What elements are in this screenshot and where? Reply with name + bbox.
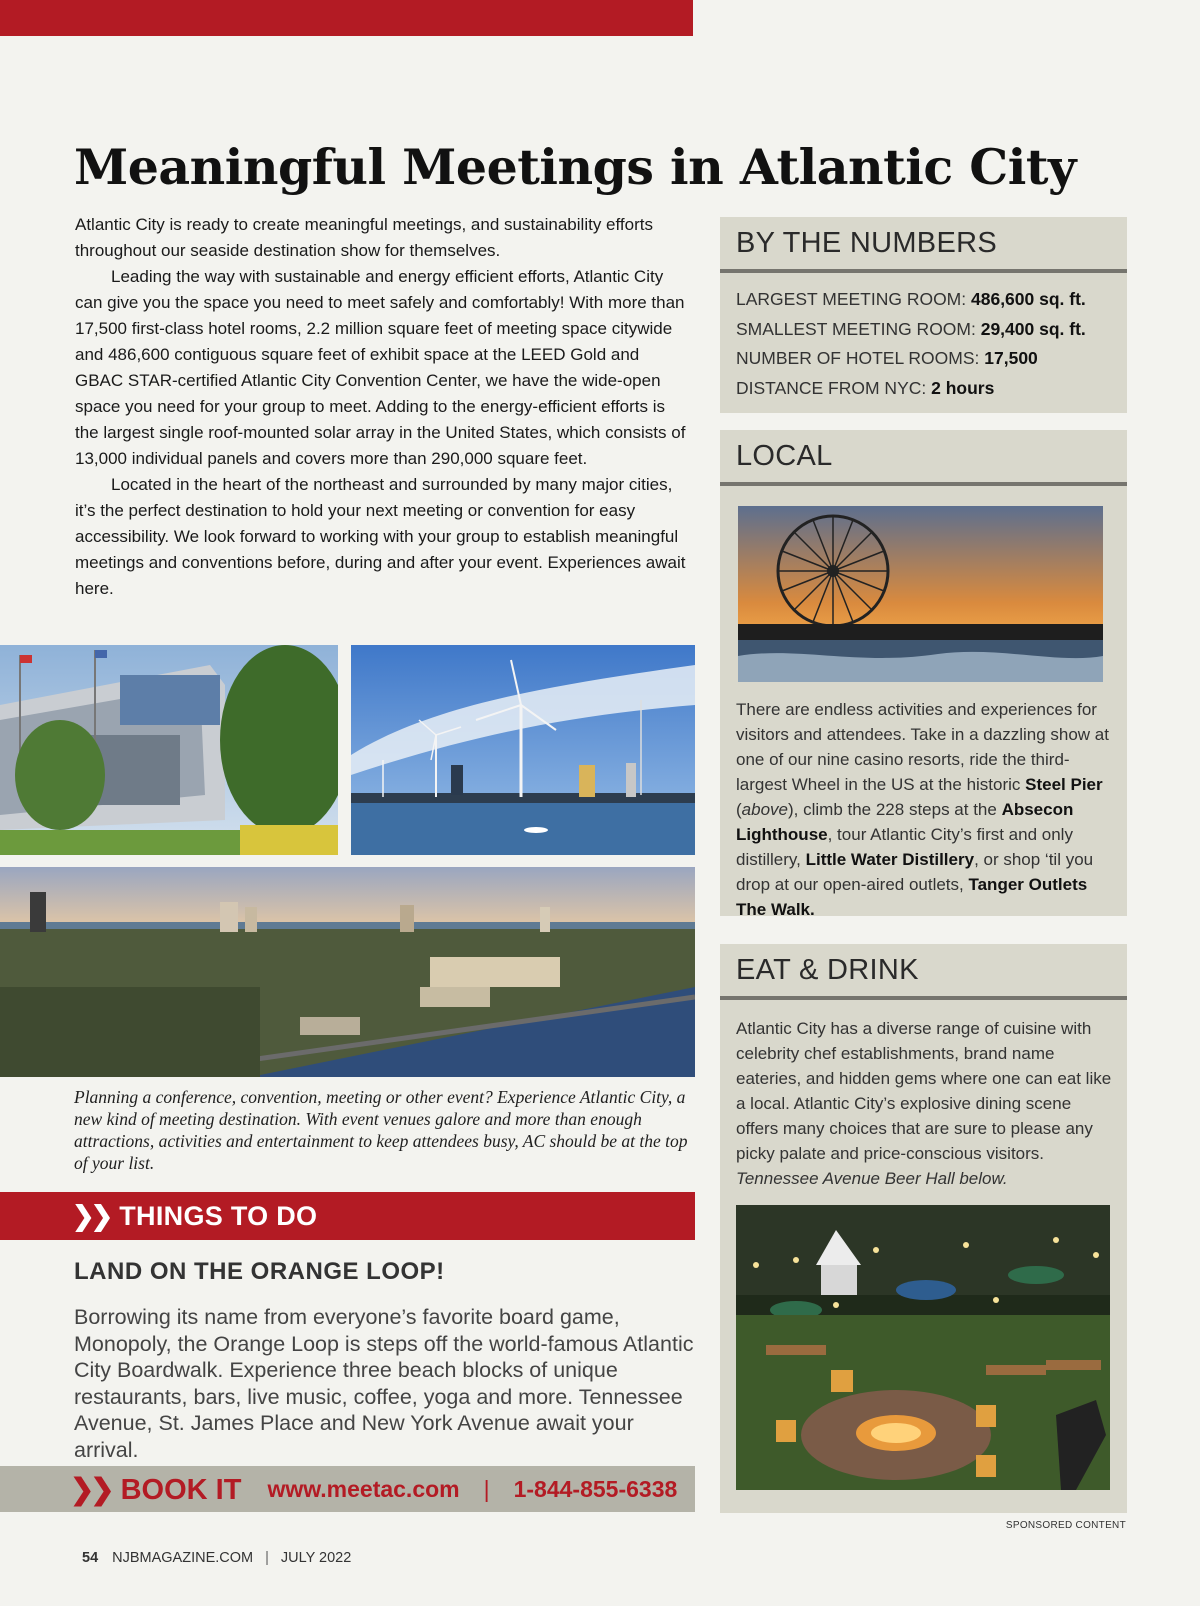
intro-paragraph-2: Leading the way with sustainable and energy efficient efforts, Atlantic City can give you the space you need to meet safely and comfortably! With more than 17,500 first-class hotel rooms, 2.2 million square feet of meeting space citywide and 486,600 contiguous square feet of exhibit space at the LEED Gold and GBAC STAR-certified Atlantic City Convention Center, we have the wide-open space you need for your group to meet. Adding to the energy-efficient efforts is the largest single roof-mounted solar array in the United States, which consists of 13,000 individual panels and covers more than 290,000 square feet. bbox=[75, 267, 686, 468]
footer-site: NJBMAGAZINE.COM bbox=[112, 1550, 254, 1566]
local-text-part: There are endless activities and experiences for visitors and attendees. Take in a dazzling show at one of our nine casino resorts, ride the third-largest Wheel in the US at the historic bbox=[736, 700, 1109, 794]
numbers-row-label: SMALLEST MEETING ROOM: bbox=[736, 318, 981, 339]
eat-drink-text-part: Atlantic City has a diverse range of cuisine with celebrity chef establishments, brand name eateries, and hidden gems where one can eat like a local. Atlantic City’s explosive dining scene offers many choices that are sure to please any picky palate and price-conscious visitors. bbox=[736, 1019, 1112, 1163]
eat-drink-description bbox=[736, 1016, 1116, 1191]
book-it-text: BOOK IT bbox=[120, 1473, 242, 1506]
photo-caption: Planning a conference, convention, meeting or other event? Experience Atlantic City, a new kind of meeting destination. With event venues galore and more than enough attractions, activities and entertainment to keep attendees busy, AC should be at the top of your list. bbox=[74, 1087, 688, 1173]
aerial-city-photo bbox=[0, 867, 695, 1077]
sponsored-content-label: SPONSORED CONTENT bbox=[1005, 1520, 1126, 1531]
intro-article bbox=[75, 212, 690, 602]
chevron-right-icon: ❯❯ bbox=[72, 1200, 110, 1231]
eat-drink-text-part: Tennessee Avenue Beer Hall below. bbox=[736, 1169, 1008, 1188]
numbers-row bbox=[736, 374, 1111, 404]
book-it-label bbox=[70, 1472, 241, 1507]
chevron-right-icon: ❯❯ bbox=[70, 1473, 111, 1506]
things-to-do-banner bbox=[0, 1192, 695, 1240]
little-water-distillery-name: Little Water Distillery bbox=[805, 850, 975, 869]
orange-loop-title: LAND ON THE ORANGE LOOP! bbox=[74, 1258, 445, 1285]
local-text-part: , or shop ‘til you drop at our open-aired outlets, bbox=[736, 850, 1094, 894]
steel-pier-photo bbox=[738, 506, 1103, 682]
numbers-row bbox=[736, 285, 1111, 315]
by-the-numbers-heading: BY THE NUMBERS bbox=[720, 217, 1127, 273]
numbers-row-label: DISTANCE FROM NYC: bbox=[736, 377, 932, 398]
absecon-lighthouse-name: Absecon Lighthouse bbox=[736, 800, 1074, 844]
by-the-numbers-box bbox=[720, 217, 1127, 413]
tanger-outlets-name: Tanger Outlets The Walk. bbox=[736, 875, 1088, 919]
book-it-banner bbox=[0, 1466, 695, 1512]
steel-pier-name: Steel Pier bbox=[1025, 775, 1103, 794]
numbers-row-value: 486,600 sq. ft. bbox=[971, 289, 1086, 309]
numbers-list bbox=[720, 273, 1127, 403]
numbers-row bbox=[736, 315, 1111, 345]
top-accent-bar bbox=[0, 0, 693, 36]
beer-hall-photo bbox=[736, 1205, 1110, 1490]
numbers-row-label: NUMBER OF HOTEL ROOMS: bbox=[736, 348, 985, 368]
eat-drink-heading: EAT & DRINK bbox=[720, 944, 1127, 1000]
local-text-part: above bbox=[741, 800, 788, 819]
phone-number-link[interactable]: 1-844-855-6338 bbox=[513, 1475, 678, 1502]
things-to-do-label: THINGS TO DO bbox=[119, 1200, 318, 1231]
separator: | bbox=[483, 1475, 490, 1502]
local-heading: LOCAL bbox=[720, 430, 1127, 486]
convention-center-photo bbox=[0, 645, 338, 855]
intro-paragraph-3: Located in the heart of the northeast and surrounded by many major cities, it’s the perfect destination to hold your next meeting or convention for easy accessibility. We look forward to working with your group to establish meaningful meetings and conventions before, during and after your event. Experiences await here. bbox=[75, 475, 686, 598]
numbers-row-label: LARGEST MEETING ROOM: bbox=[736, 289, 971, 309]
local-text-part: ( bbox=[736, 800, 742, 819]
page-title: Meaningful Meetings in Atlantic City bbox=[74, 138, 1076, 196]
numbers-row-value: 17,500 bbox=[984, 348, 1038, 368]
local-description bbox=[736, 697, 1116, 922]
numbers-row-value: 29,400 sq. ft. bbox=[980, 318, 1086, 339]
wind-turbines-photo bbox=[351, 645, 695, 855]
numbers-row-value: 2 hours bbox=[931, 377, 995, 398]
footer-date: JULY 2022 bbox=[280, 1550, 352, 1566]
local-text-part: ), climb the 228 steps at the bbox=[788, 800, 1002, 819]
orange-loop-body: Borrowing its name from everyone’s favorite board game, Monopoly, the Orange Loop is steps off the world-famous Atlantic City Boardwalk. Experience three beach blocks of unique restaurants, bars, live music, coffee, yoga and more. Tennessee Avenue, St. James Place and New York Avenue await your arrival. bbox=[74, 1305, 694, 1462]
intro-paragraph-1: Atlantic City is ready to create meaningful meetings, and sustainability efforts throughout our seaside destination show for themselves. bbox=[75, 215, 653, 260]
website-link[interactable]: www.meetac.com bbox=[267, 1475, 460, 1502]
local-text-part: , tour Atlantic City’s first and only distillery, bbox=[736, 825, 1073, 869]
numbers-row bbox=[736, 344, 1111, 374]
page-footer bbox=[82, 1550, 351, 1566]
page-number: 54 bbox=[82, 1550, 99, 1566]
footer-separator: | bbox=[265, 1550, 269, 1566]
